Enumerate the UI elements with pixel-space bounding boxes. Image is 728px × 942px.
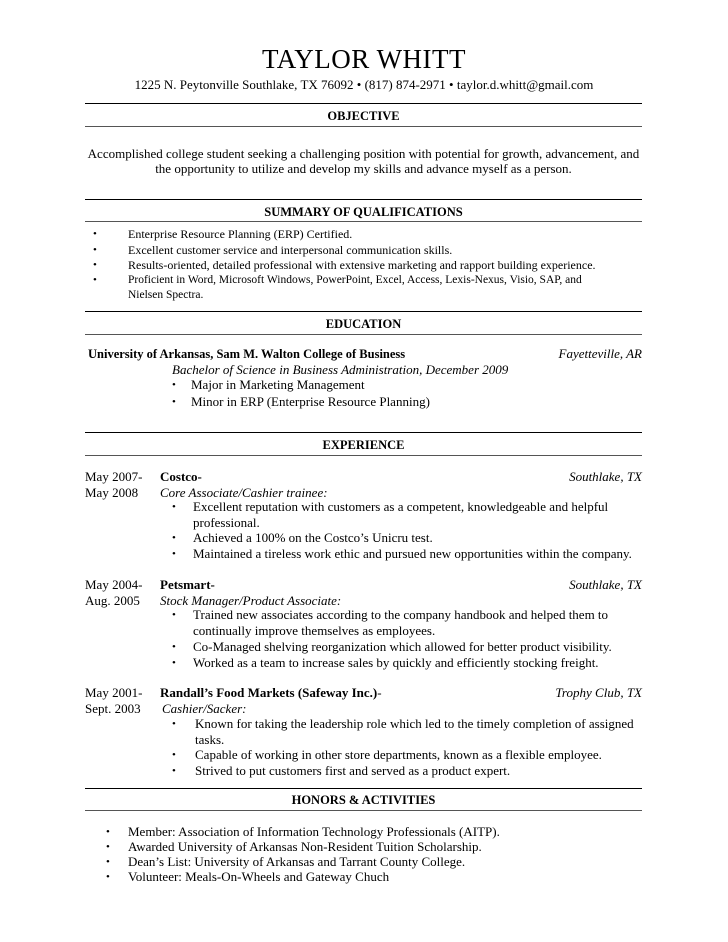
objective-line-1: Accomplished college student seeking a challenging position with potential for growth, advancement, and <box>87 146 640 161</box>
honor-item: Member: Association of Information Technology Professionals (AITP). <box>128 824 500 839</box>
job-location: Trophy Club, TX <box>555 685 642 700</box>
job-employer: Costco- <box>160 469 202 484</box>
divider <box>85 126 642 127</box>
job-role: Core Associate/Cashier trainee: <box>160 485 328 500</box>
job-bullet: Trained new associates according to the company handbook and helped them to <box>193 607 609 622</box>
job-bullet: Capable of working in other store departments, known as a flexible employee. <box>195 747 602 762</box>
section-title-objective: OBJECTIVE <box>327 109 400 123</box>
job-bullet: Strived to put customers first and served as a product expert. <box>195 763 511 778</box>
bullet-glyph: • <box>93 228 97 240</box>
divider <box>85 788 642 789</box>
contact-line: 1225 N. Peytonville Southlake, TX 76092 • (817) 874-2971 • taylor.d.whitt@gmail.com <box>134 77 594 92</box>
candidate-name: TAYLOR WHITT <box>261 44 467 74</box>
job-end-date: Aug. 2005 <box>85 593 140 608</box>
job-end-date: May 2008 <box>85 485 139 500</box>
job-employer: Petsmart- <box>160 577 215 592</box>
degree: Bachelor of Science in Business Administration, December 2009 <box>172 362 509 377</box>
bullet-glyph: • <box>172 749 176 761</box>
education-item: Minor in ERP (Enterprise Resource Planning) <box>191 394 430 409</box>
bullet-glyph: • <box>172 379 176 391</box>
bullet-glyph: • <box>172 641 176 653</box>
bullet-glyph: • <box>106 841 110 853</box>
job-role: Stock Manager/Product Associate: <box>160 593 342 608</box>
job-bullet-continued: continually improve themselves as employees. <box>193 623 436 638</box>
job-employer-line <box>160 685 382 701</box>
job-bullet: Worked as a team to increase sales by quickly and efficiently stocking freight. <box>193 655 599 670</box>
bullet-glyph: • <box>106 871 110 883</box>
job-bullet: Excellent reputation with customers as a competent, knowledgeable and helpful <box>193 499 609 514</box>
bullet-glyph: • <box>172 657 176 669</box>
bullet-glyph: • <box>172 548 176 560</box>
qualification-item: Proficient in Word, Microsoft Windows, PowerPoint, Excel, Access, Lexis-Nexus, Visio, SAP, and <box>128 274 582 286</box>
job-bullet-continued: tasks. <box>195 732 225 747</box>
school-location: Fayetteville, AR <box>558 346 642 361</box>
job-start-date: May 2001- <box>85 685 143 700</box>
divider <box>85 455 642 456</box>
bullet-glyph: • <box>172 396 176 408</box>
bullet-glyph: • <box>93 244 97 256</box>
bullet-glyph: • <box>106 856 110 868</box>
bullet-glyph: • <box>172 718 176 730</box>
divider <box>85 432 642 433</box>
qualification-item: Enterprise Resource Planning (ERP) Certified. <box>128 227 353 241</box>
bullet-glyph: • <box>172 609 176 621</box>
divider <box>85 221 642 222</box>
job-bullet: Co-Managed shelving reorganization which allowed for better product visibility. <box>193 639 612 654</box>
job-employer: Randall’s Food Markets (Safeway Inc.) <box>160 685 378 700</box>
objective-line-2: the opportunity to utilize and develop my skills and advance myself as a person. <box>155 161 572 176</box>
bullet-glyph: • <box>172 765 176 777</box>
job-bullet-continued: professional. <box>193 515 260 530</box>
job-bullet: Known for taking the leadership role which led to the timely completion of assigned <box>195 716 634 731</box>
section-title-honors: HONORS & ACTIVITIES <box>291 793 436 807</box>
bullet-glyph: • <box>106 826 110 838</box>
job-start-date: May 2007- <box>85 469 143 484</box>
qualification-item: Excellent customer service and interpersonal communication skills. <box>128 243 453 257</box>
job-bullet: Maintained a tireless work ethic and pursued new opportunities within the company. <box>193 546 632 561</box>
divider <box>85 810 642 811</box>
section-title-experience: EXPERIENCE <box>322 438 405 452</box>
job-role: Cashier/Sacker: <box>162 701 247 716</box>
bullet-glyph: • <box>93 259 97 271</box>
education-item: Major in Marketing Management <box>191 377 365 392</box>
divider <box>85 334 642 335</box>
honor-item: Dean’s List: University of Arkansas and Tarrant County College. <box>128 854 466 869</box>
bullet-glyph: • <box>172 501 176 513</box>
divider <box>85 199 642 200</box>
section-title-qualifications: SUMMARY OF QUALIFICATIONS <box>264 205 463 219</box>
section-title-education: EDUCATION <box>325 317 402 331</box>
job-location: Southlake, TX <box>569 469 642 484</box>
divider-top <box>85 103 642 104</box>
honor-item: Volunteer: Meals-On-Wheels and Gateway Chuch <box>128 869 390 884</box>
divider <box>85 311 642 312</box>
school-name: University of Arkansas, Sam M. Walton College of Business <box>88 347 406 361</box>
job-employer-suffix: - <box>377 685 382 700</box>
qualification-item: Results-oriented, detailed professional with extensive marketing and rapport building experience. <box>128 258 596 272</box>
job-bullet: Achieved a 100% on the Costco’s Unicru test. <box>193 530 433 545</box>
job-location: Southlake, TX <box>569 577 642 592</box>
honor-item: Awarded University of Arkansas Non-Resident Tuition Scholarship. <box>128 839 482 854</box>
job-start-date: May 2004- <box>85 577 143 592</box>
qualification-item-continued: Nielsen Spectra. <box>128 289 204 301</box>
bullet-glyph: • <box>172 532 176 544</box>
bullet-glyph: • <box>93 274 97 286</box>
job-end-date: Sept. 2003 <box>85 701 141 716</box>
